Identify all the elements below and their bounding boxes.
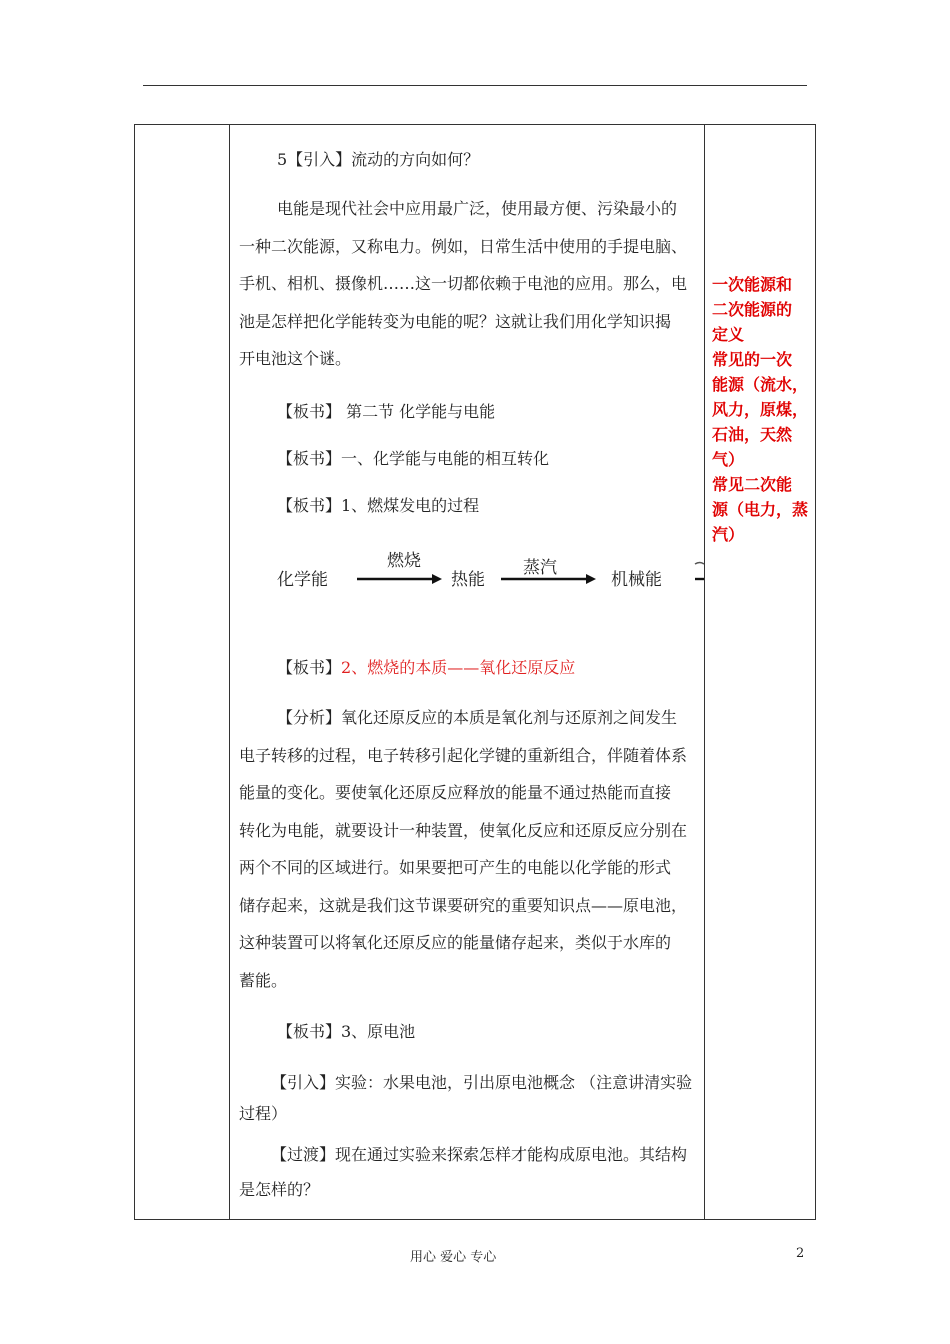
board-heading-coal-power: 【板书】1、燃煤发电的过程	[277, 496, 480, 515]
analysis-line: 两个不同的区域进行。如果要把可产生的电能以化学能的形式	[239, 858, 672, 877]
side-note-line: 常见的一次	[712, 350, 793, 369]
analysis-line: 【分析】氧化还原反应的本质是氧化剂与还原剂之间发生	[277, 708, 678, 727]
arrowhead-icon	[432, 574, 442, 584]
intro-line: 电能是现代社会中应用最广泛，使用最方便、污染最小的	[277, 199, 678, 218]
column-divider-right	[704, 125, 705, 1219]
side-note-line: 汽）	[712, 525, 745, 544]
board-heading-galvanic-cell: 【板书】3、原电池	[277, 1022, 416, 1041]
intro-line: 一种二次能源，又称电力。例如，日常生活中使用的手提电脑、	[239, 236, 688, 256]
analysis-line: 这种装置可以将氧化还原反应的能量储存起来，类似于水库的	[239, 933, 672, 952]
arrow-label-combustion: 燃烧	[387, 551, 421, 571]
side-note-line: 二次能源的	[712, 300, 793, 319]
side-note-line: 石油，天然	[712, 425, 793, 444]
transition-line: 是怎样的？	[239, 1180, 320, 1199]
intro-line: 开电池这个谜。	[239, 349, 352, 368]
coal-power-flow-diagram	[229, 548, 704, 608]
node-heat-energy: 热能	[451, 570, 485, 590]
node-chemical-energy: 化学能	[277, 570, 328, 590]
side-note-line: 风力，原煤，	[712, 400, 809, 419]
lead-paragraph	[239, 1067, 697, 1129]
analysis-line: 电子转移的过程，电子转移引起化学键的重新组合，伴随着体系	[239, 745, 688, 765]
intro-line: 池是怎样把化学能转变为电能的呢？这就让我们用化学知识揭	[239, 311, 672, 331]
arrowhead-icon	[586, 574, 596, 584]
top-line: 5【引入】流动的方向如何？	[277, 150, 480, 169]
side-note-line: 能源（流水，	[712, 375, 809, 394]
transition-line: 【过渡】现在通过实验来探索怎样才能构成原电池。其结构	[271, 1145, 688, 1164]
board-tag: 【板书】	[277, 658, 342, 677]
page-number: 2	[796, 1246, 805, 1261]
lead-line: 过程）	[239, 1104, 288, 1123]
analysis-line: 转化为电能，就要设计一种装置，使氧化反应和还原反应分别在	[239, 820, 688, 840]
board-heading-combustion	[277, 650, 575, 686]
combustion-essence-highlight: 2、燃烧的本质——氧化还原反应	[341, 658, 576, 677]
side-note-line: 一次能源和	[712, 275, 793, 294]
side-note-line: 定义	[712, 325, 745, 344]
lesson-content-cell	[229, 124, 704, 1220]
transition-paragraph	[239, 1137, 697, 1207]
board-heading-conversion: 【板书】一、化学能与电能的相互转化	[277, 449, 550, 468]
analysis-line: 蓄能。	[239, 970, 288, 990]
footer-motto: 用心 爱心 专心	[410, 1250, 497, 1265]
node-mechanical-energy: 机械能	[611, 570, 662, 590]
intro-line: 手机、相机、摄像机……这一切都依赖于电池的应用。那么，电	[239, 274, 688, 293]
analysis-line: 能量的变化。要使氧化还原反应释放的能量不通过热能而直接	[239, 783, 672, 802]
side-note-line: 常见二次能	[712, 475, 793, 494]
lead-line: 【引入】实验：水果电池，引出原电池概念 （注意讲清实验	[271, 1073, 693, 1092]
side-note-line: 源（电力，蒸	[712, 500, 809, 519]
header-rule	[143, 85, 807, 86]
side-note-line: 气）	[712, 450, 745, 469]
analysis-line: 储存起来，这就是我们这节课要研究的重要知识点——原电池，	[239, 895, 688, 915]
side-notes	[712, 272, 808, 547]
board-heading-section: 【板书】 第二节 化学能与电能	[277, 402, 496, 421]
intro-paragraph	[239, 190, 697, 378]
clipped-glyph-fragment	[695, 563, 704, 565]
arrow-label-steam: 蒸汽	[523, 558, 557, 578]
analysis-paragraph	[239, 699, 697, 999]
